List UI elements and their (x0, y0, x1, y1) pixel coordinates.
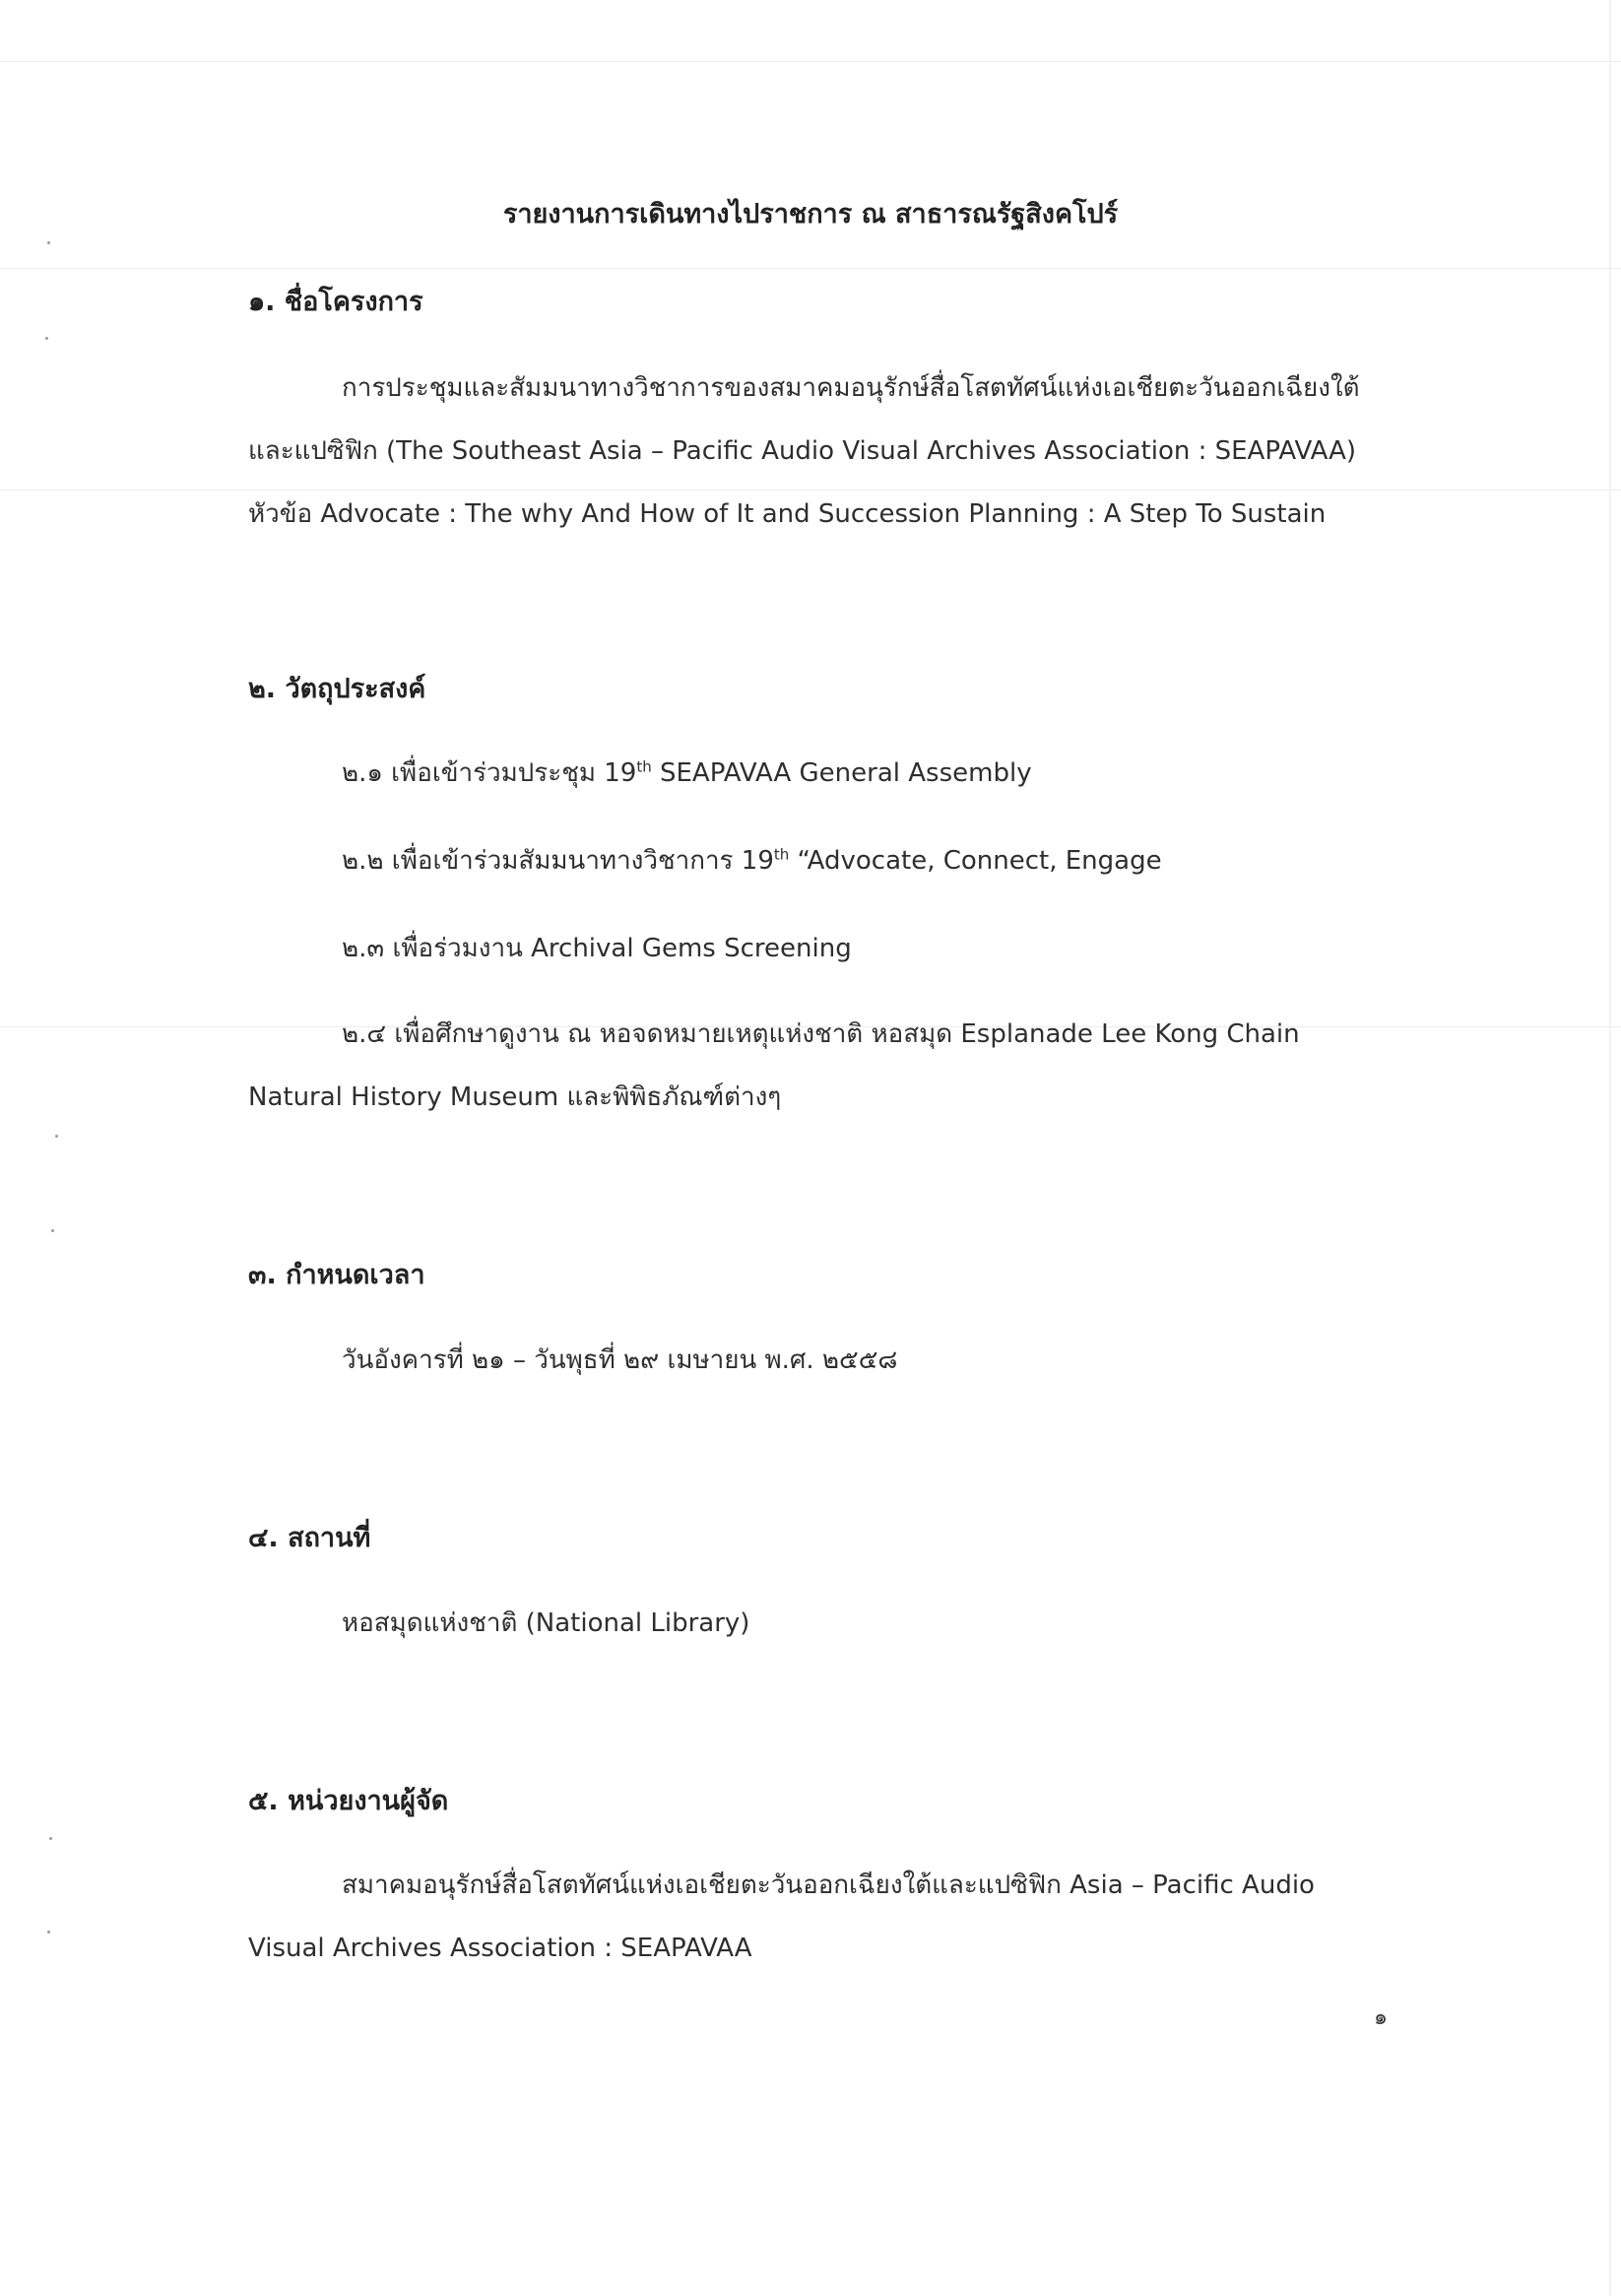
section-5-heading: ๕. หน่วยงานผู้จัด (248, 1786, 449, 1816)
scan-line (0, 268, 1621, 269)
document-title: รายงานการเดินทางไปราชการ ณ สาธารณรัฐสิงคโปร์ (502, 199, 1119, 230)
section-4-heading: ๔. สถานที่ (248, 1523, 371, 1553)
objective-item-2 (342, 840, 1162, 881)
objective-item-3: ๒.๓ เพื่อร่วมงาน Archival Gems Screening (342, 934, 852, 963)
objective-item-2-suffix: “Advocate, Connect, Engage (789, 846, 1162, 876)
section-1-body: การประชุมและสัมมนาทางวิชาการของสมาคมอนุรักษ์สื่อโสตทัศน์แห่งเอเชียตะวันออกเฉียงใต้และแปซิฟิก (The Southeast Asia – Pacific Audio Visual Archives Association : SEAPAVAA) หัวข้อ Advocate : The why And How of It and Succession Planning : A Step To Sustain (248, 373, 1360, 529)
objective-item-2-sup: th (773, 845, 790, 864)
section-4-body: หอสมุดแห่งชาติ (National Library) (342, 1608, 750, 1638)
objective-item-1-sup: th (636, 757, 652, 776)
scan-speck (47, 241, 50, 244)
section-3-body: วันอังคารที่ ๒๑ – วันพุธที่ ๒๙ เมษายน พ.ศ. ๒๕๕๘ (342, 1345, 898, 1375)
scan-speck (49, 1837, 52, 1840)
scan-speck (47, 1931, 50, 1934)
section-2-heading: ๒. วัตถุประสงค์ (248, 674, 426, 704)
page-number: ๑ (1374, 2005, 1388, 2030)
scan-edge (1609, 0, 1611, 2296)
section-5-body: สมาคมอนุรักษ์สื่อโสตทัศน์แห่งเอเชียตะวันออกเฉียงใต้และแปซิฟิก Asia – Pacific Audio Visual Archives Association : SEAPAVAA (248, 1870, 1315, 1963)
objective-item-2-prefix: ๒.๒ เพื่อเข้าร่วมสัมมนาทางวิชาการ 19 (342, 846, 774, 876)
section-1-heading: ๑. ชื่อโครงการ (248, 287, 423, 317)
scan-line (0, 61, 1621, 62)
scan-speck (45, 337, 48, 340)
scan-speck (51, 1229, 54, 1232)
objective-item-4: ๒.๔ เพื่อศึกษาดูงาน ณ หอจดหมายเหตุแห่งชาติ หอสมุด Esplanade Lee Kong Chain Natural History Museum และพิพิธภัณฑ์ต่างๆ (248, 1019, 1300, 1112)
section-3-heading: ๓. กำหนดเวลา (248, 1260, 425, 1290)
objective-item-1-suffix: SEAPAVAA General Assembly (651, 758, 1032, 788)
objective-item-1 (342, 753, 1032, 793)
objective-item-1-prefix: ๒.๑ เพื่อเข้าร่วมประชุม 19 (342, 758, 637, 788)
scan-speck (55, 1135, 58, 1138)
